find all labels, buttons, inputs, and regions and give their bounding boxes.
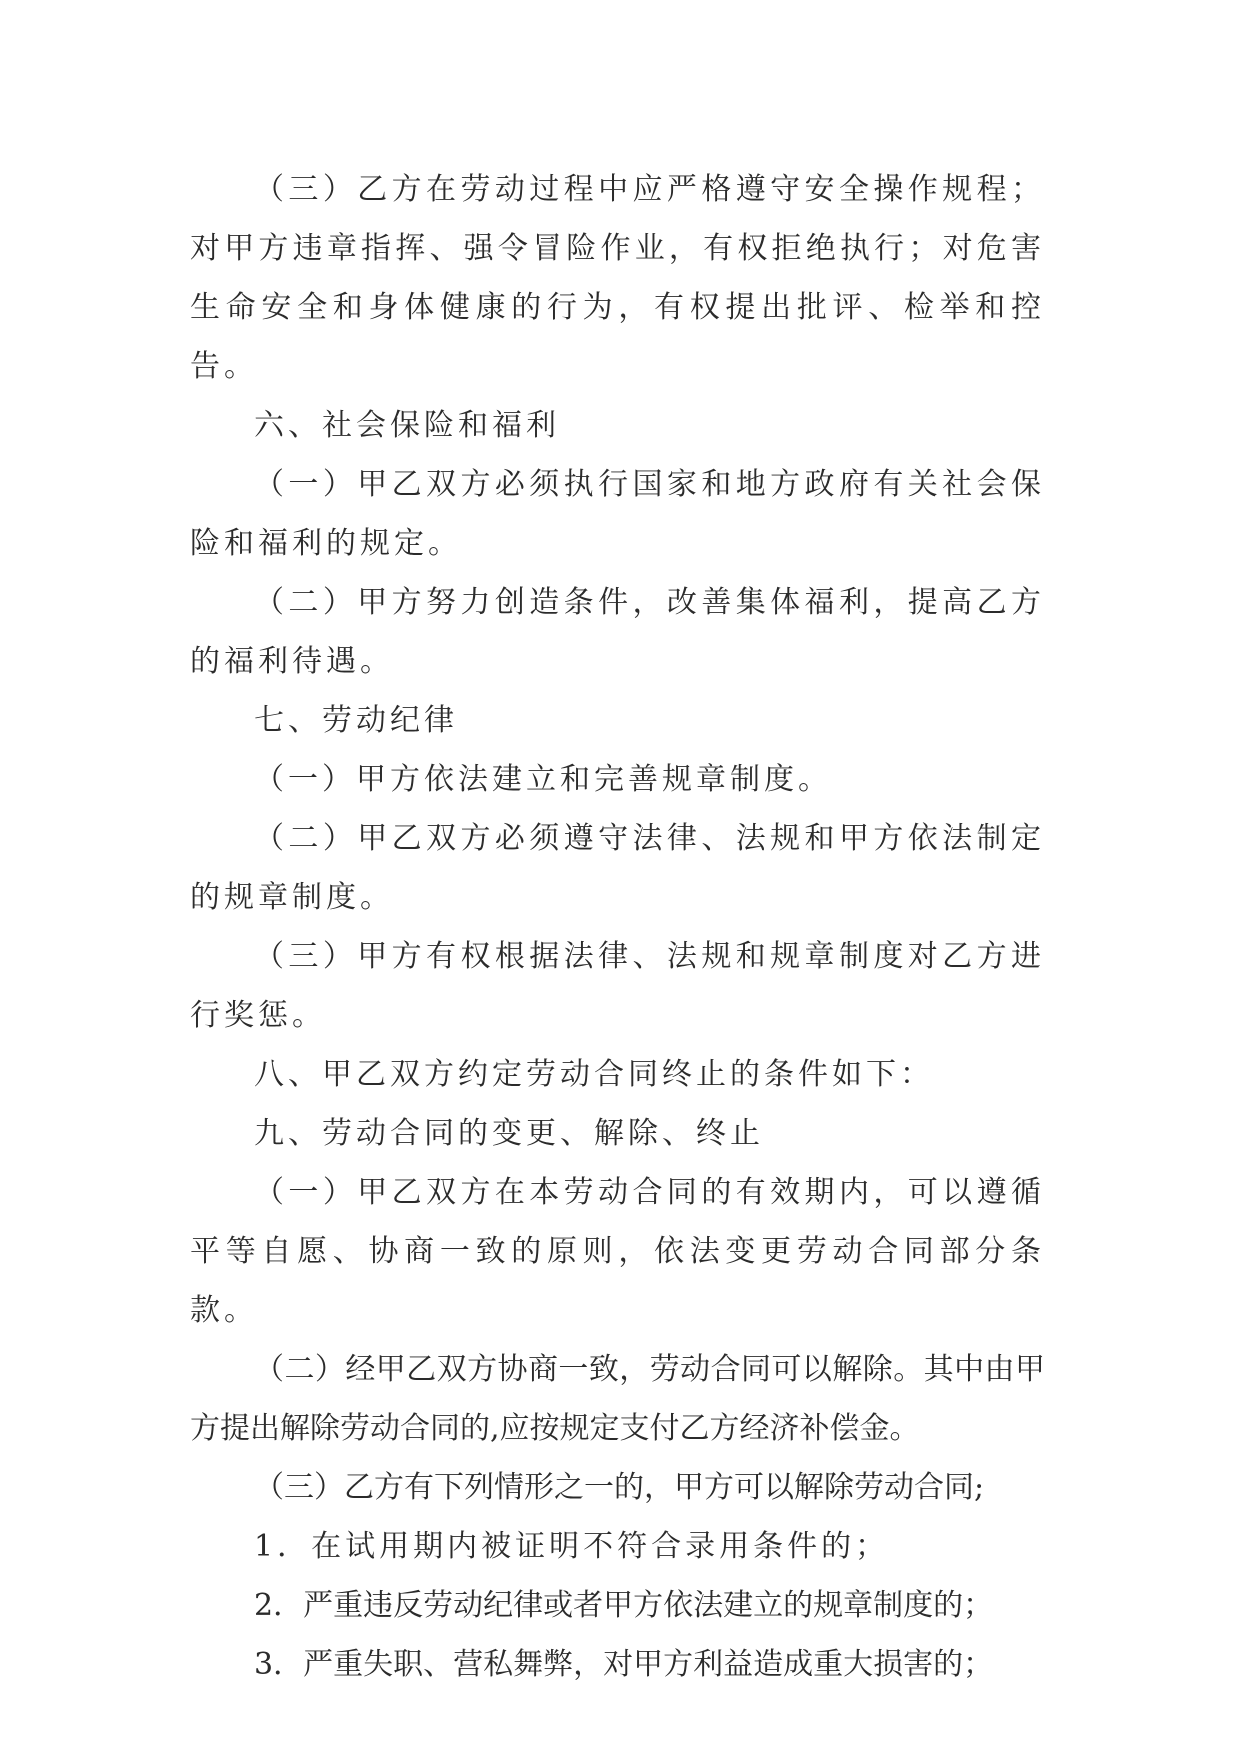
list-item-2: 2．严重违反劳动纪律或者甲方依法建立的规章制度的； — [254, 1588, 994, 1623]
clause-9-2: （二）经甲乙双方协商一致，劳动合同可以解除。其中由甲方提出解除劳动合同的,应按规定支付乙方经济补偿金。 — [190, 1352, 1045, 1446]
section-6-heading: 六、社会保险和福利 — [254, 408, 560, 443]
section-7-heading: 七、劳动纪律 — [254, 703, 458, 738]
clause-6-1: （一）甲乙双方必须执行国家和地方政府有关社会保险和福利的规定。 — [190, 467, 1045, 561]
clause-9-1: （一）甲乙双方在本劳动合同的有效期内，可以遵循平等自愿、协商一致的原则，依法变更劳动合同部分条款。 — [190, 1175, 1045, 1328]
section-8-heading: 八、甲乙双方约定劳动合同终止的条件如下： — [254, 1057, 934, 1092]
clause-7-2: （二）甲乙双方必须遵守法律、法规和甲方依法制定的规章制度。 — [190, 821, 1045, 915]
clause-9-3: （三）乙方有下列情形之一的，甲方可以解除劳动合同; — [254, 1470, 985, 1505]
list-item-1: 1．在试用期内被证明不符合录用条件的； — [254, 1529, 890, 1564]
clause-6-2: （二）甲方努力创造条件，改善集体福利，提高乙方的福利待遇。 — [190, 585, 1045, 679]
clause-7-3: （三）甲方有权根据法律、法规和规章制度对乙方进行奖惩。 — [190, 939, 1045, 1033]
clause-7-1: （一）甲方依法建立和完善规章制度。 — [254, 762, 832, 797]
section-9-heading: 九、劳动合同的变更、解除、终止 — [254, 1116, 764, 1151]
document-body — [190, 160, 1045, 1694]
clause-5-3-safety: （三）乙方在劳动过程中应严格遵守安全操作规程；对甲方违章指挥、强令冒险作业，有权拒绝执行；对危害生命安全和身体健康的行为，有权提出批评、检举和控告。 — [190, 172, 1045, 384]
list-item-3: 3．严重失职、营私舞弊，对甲方利益造成重大损害的； — [254, 1647, 994, 1682]
